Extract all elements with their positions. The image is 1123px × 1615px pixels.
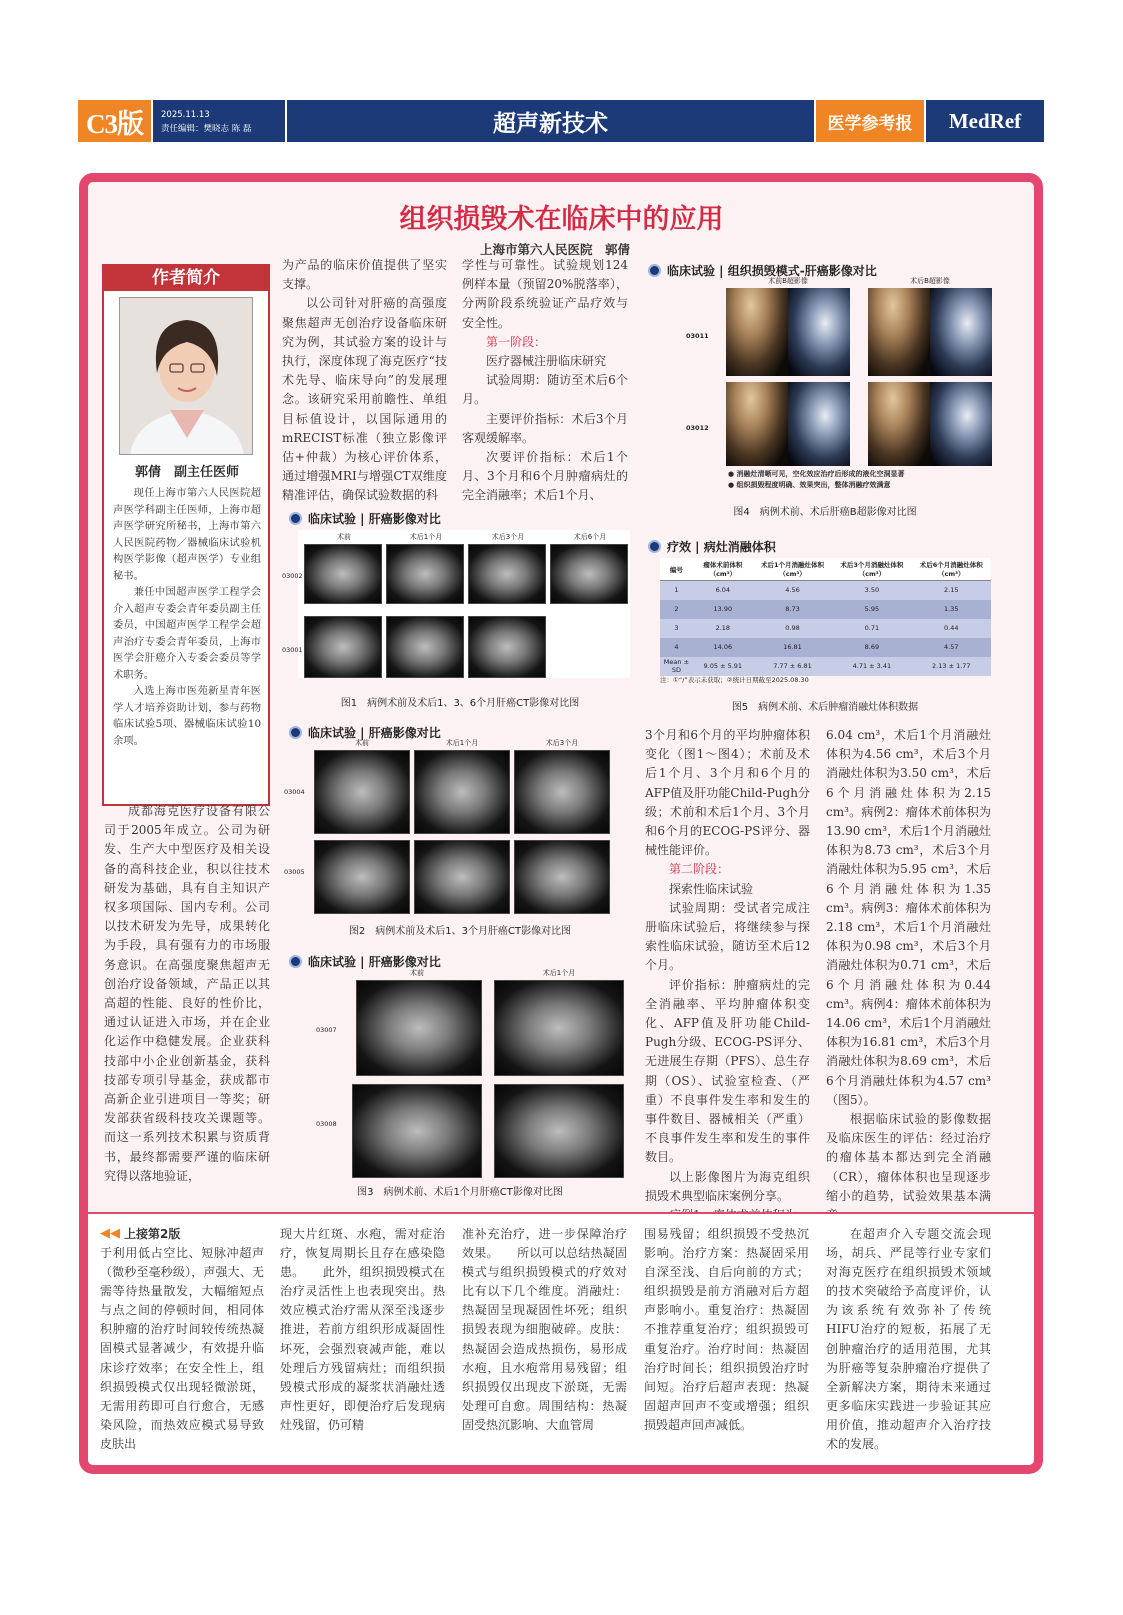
col3-intro: 学性与可靠性。试验规划124例样本量（预留20%脱落率），分两阶段系统验证产品疗效与安全性。 — [462, 258, 628, 330]
editor-line: 责任编辑：樊晓志 陈 磊 — [161, 124, 252, 134]
table-cell: 1.35 — [912, 600, 991, 619]
fig4-caption: 图4 病例术前、术后肝癌B超影像对比图 — [733, 507, 917, 518]
ct-scan-image — [314, 840, 410, 914]
fig2-caption: 图2 病例术前及术后1、3个月肝癌CT影像对比图 — [348, 926, 572, 937]
fig1-col-label: 术后1个月 — [409, 533, 443, 541]
col2-p1: 为产品的临床价值提供了坚实支撑。 — [282, 258, 447, 292]
continued-label — [100, 1225, 180, 1242]
bottom-col-5: 在超声介入专题交流会现场，胡兵、严昆等行业专家们对海克医疗在组织损毁术领域的技术突破给予高度评价，认为该系统有效弥补了传统HIFU治疗的短板，拓展了无创肿瘤治疗的适用范围，尤其为肝癌等复杂肿瘤治疗提供了全新解决方案，期待未来通过更多临床实践进一步验证其应用价值，推动超声介入治疗技术的发展。 — [826, 1227, 991, 1452]
fig1-heading-text: 临床试验 | 肝癌影像对比 — [308, 512, 441, 526]
fig4-image-grid — [686, 276, 992, 498]
bottom-col-3: 准补充治疗，进一步保障治疗效果。 所以可以总结热凝固模式与组织损毁模式的疗效对比有以下几个维度。消融灶：热凝固呈现凝固性坏死；组织损毁表现为细胞破碎。皮肤：热凝固会造成热损伤，易形成水疱，且水疱常用易残留；组织损毁仅出现皮下淤斑，无需处理可自愈。周围结构：热凝固受热沉影响、大血管周 — [462, 1227, 627, 1432]
table-cell: 1 — [660, 581, 693, 600]
table-cell: 13.90 — [693, 600, 753, 619]
company-intro: 成都海克医疗设备有限公司于2005年成立。公司为研发、生产大中型医疗及相关设备的高科技企业，积以往技术研发为基础，具有自主知识产权多项国际、国内专利。公司以技术研发为先导，成果转化为手段，具有强有力的市场服务意识。在高强度聚焦超声无创治疗设备领域，产品正以其高超的性能、良好的性价比，通过认证进入市场，并在企业化运作中稳健发展。企业获科技部中小企业创新基金，获科技部专项引导基金，获成都市高新企业引进项目一等奖；研发部获省级科技攻关课题等。而这一系列技术积累与资质背书，最终都需要严谨的临床研究得以落地验证， — [104, 804, 270, 1183]
stage2-period: 试验周期：受试者完成注册临床试验后，将继续参与探索性临床试验，随访至术后12个月。 — [645, 900, 810, 973]
brand-logo-en: MedRef — [924, 100, 1044, 142]
fig4-note: ● 组织损毁程度明确、效果突出，整体消融疗效满意 — [728, 481, 891, 489]
stage1-heading: 第一阶段： — [486, 334, 547, 349]
table-row — [660, 581, 991, 600]
fig2-col-label: 术后3个月 — [545, 739, 579, 747]
stage2-heading: 第二阶段： — [669, 862, 730, 877]
table-cell: 7.77 ± 6.81 — [753, 657, 832, 676]
stage2-eval: 评价指标：肿瘤病灶的完全消融率、平均肿瘤体积变化、AFP值及肝功能Child-Pugh分级、ECOG-PS评分、无进展生存期（PFS）、总生存期（OS）、试验室检查、（严重）不良事件发生率和发生的事件数目、器械相关（严重）不良事件发生率和发生的事件数目。 — [645, 977, 810, 1165]
ct-scan-image — [314, 750, 410, 834]
cases-intro: 以上影像图片为海克组织损毁术典型临床案例分享。 — [645, 1169, 810, 1203]
col5-text1: 6.04 cm³，术后1个月消融灶体积为4.56 cm³，术后3个月消融灶体积为3.50 cm³，术后6个月消融灶体积为2.15 cm³。病例2：瘤体术前体积为13.90 cm³，术后1个月消融灶体积为8.73 cm³，术后3个月消融灶体积为5.95 cm³，术后6个月消融灶体积为1.35 cm³。病例3：瘤体术前体积为2.18 cm³，术后1个月消融灶体积为0.98 cm³，术后3个月消融灶体积为0.71 cm³，术后6个月消融灶体积为0.44 cm³。病例4：瘤体术前体积为14.06 cm³，术后1个月消融灶体积为16.81 cm³，术后3个月消融灶体积为8.69 cm³，术后6个月消融灶体积为4.57 cm³（图5）。 — [826, 728, 991, 1107]
table-cell: 9.05 ± 5.91 — [693, 657, 753, 676]
masthead — [78, 100, 1044, 142]
issue-date: 2025.11.13 — [161, 110, 210, 120]
fig1-image-grid — [282, 530, 630, 678]
ct-scan-image — [494, 1084, 624, 1178]
table-cell: 4.57 — [912, 638, 991, 657]
table-cell: 16.81 — [753, 638, 832, 657]
table-cell: 3 — [660, 619, 693, 638]
bullet-icon — [648, 264, 661, 277]
table-cell: 4 — [660, 638, 693, 657]
ct-scan-image — [304, 544, 382, 604]
table-cell: 2 — [660, 600, 693, 619]
fig1-col-label: 术后3个月 — [491, 533, 525, 541]
bullet-icon — [289, 726, 302, 739]
table-cell: 0.71 — [832, 619, 911, 638]
fig3-heading-text: 临床试验 | 肝癌影像对比 — [308, 955, 441, 969]
ct-scan-image — [468, 544, 546, 604]
table-cell: 8.69 — [832, 638, 911, 657]
double-arrow-left-icon: ◀◀ — [100, 1226, 120, 1241]
table-row — [660, 638, 991, 657]
author-bio-p3: 入选上海市医苑新星青年医学人才培养资助计划，参与药物临床试验5项、器械临床试验10余项。 — [113, 685, 261, 747]
col4-text1: 3个月和6个月的平均肿瘤体积变化（图1～图4）；术前及术后1个月、3个月和6个月的AFP值及肝功能Child-Pugh分级；术前和术后1个月、3个月和6个月的ECOG-PS评分、器械性能评价。 — [645, 728, 810, 858]
author-box-header: 作者简介 — [104, 266, 268, 291]
fig1-heading — [289, 510, 441, 527]
fig2-col-label: 术后1个月 — [445, 739, 479, 747]
stage2-name: 探索性临床试验 — [669, 881, 754, 896]
fig3-row-label: 03007 — [316, 1026, 337, 1034]
ct-scan-image — [414, 750, 510, 834]
table-header-cell: 术后6个月消融灶体积（cm³） — [912, 558, 991, 581]
ct-scan-image — [494, 980, 624, 1076]
fig5-note: 注：①“/”表示未获取；②统计日期截至2025.08.30 — [660, 676, 809, 684]
author-bio-p2: 兼任中国超声医学工程学会介入超声专委会青年委员副主任委员，中国超声医学工程学会超声治疗专委会青年委员，上海市医学会肝癌介入专委会委员等学术职务。 — [113, 586, 261, 681]
table-cell: 2.13 ± 1.77 — [912, 657, 991, 676]
table-row — [660, 619, 991, 638]
fig3-row-label: 03008 — [316, 1120, 337, 1128]
ct-scan-image — [356, 980, 482, 1076]
table-header-cell: 编号 — [660, 558, 693, 581]
fig4-col-label: 术后B超影像 — [910, 277, 950, 285]
fig2-row-label: 03005 — [284, 868, 305, 876]
bottom-col-1: 于利用低占空比、短脉冲超声（微秒至毫秒级），声强大、无需等待热量散发，大幅缩短点与点之间的停顿时间，相同体积肿瘤的治疗时间较传统热凝固模式显著减少，有效提升临床诊疗效率；在安全性上，组织损毁模式仅出现轻微淤斑，无需用药即可自行愈合，无感染风险，而热效应模式易导致皮肤出 — [100, 1246, 264, 1451]
table-row — [660, 600, 991, 619]
column-5-text — [826, 726, 991, 1225]
fig1-row-label: 03001 — [282, 646, 303, 654]
ct-scan-image — [352, 1084, 482, 1178]
stage1-primary: 主要评价指标：术后3个月客观缓解率。 — [462, 411, 628, 445]
article-byline: 上海市第六人民医院 郭倩 — [480, 242, 631, 257]
ct-scan-image — [414, 840, 510, 914]
column-4-text — [645, 726, 810, 1225]
table-body — [660, 581, 991, 676]
bottom-col-4: 围易残留；组织损毁不受热沉影响。治疗方案：热凝固采用自深至浅、自后向前的方式；组织损毁是前方消融对后方超声影响小。重复治疗：热凝固不推荐重复治疗；组织损毁可重复治疗。治疗时间：热凝固治疗时间长；组织损毁治疗时间短。治疗后超声表现：热凝固超声回声不变或增强；组织损毁超声回声减低。 — [644, 1227, 809, 1432]
col2-p2: 以公司针对肝癌的高强度聚焦超声无创治疗设备临床研究为例，其试验方案的设计与执行，深度体现了海克医疗“技术先导、临床导向”的发展理念。该研究采用前瞻性、单组目标值设计，以国际通用的mRECIST标准（独立影像评估+仲裁）为核心评价体系，通过增强MRI与增强CT双维度精准评估，确保试验数据的科 — [282, 296, 447, 503]
ct-scan-image — [304, 616, 382, 678]
brand-logo: 医学参考报 — [816, 100, 924, 142]
fig1-caption: 图1 病例术前及术后1、3、6个月肝癌CT影像对比图 — [340, 698, 580, 709]
article-title: 组织损毁术在临床中的应用 — [399, 204, 724, 235]
ct-scan-image — [386, 544, 464, 604]
fig4-row-label: 03011 — [686, 332, 709, 340]
issue-meta — [151, 100, 285, 142]
ct-scan-image — [386, 616, 464, 678]
fig3-caption: 图3 病例术前、术后1个月肝癌CT影像对比图 — [357, 1187, 563, 1198]
ultrasound-image — [726, 288, 850, 376]
table-cell: 4.71 ± 3.41 — [832, 657, 911, 676]
stage1-period: 试验周期：随访至术后6个月。 — [462, 373, 628, 407]
fig5-heading-text: 疗效 | 病灶消融体积 — [667, 540, 776, 554]
fig2-col-label: 术前 — [355, 739, 369, 747]
author-photo — [119, 297, 253, 455]
author-name: 郭倩 副主任医师 — [134, 465, 239, 480]
fig4-row-label: 03012 — [686, 424, 709, 432]
section-title: 超声新技术 — [285, 100, 816, 142]
fig3-image-grid — [316, 968, 628, 1178]
table-header-cell: 术后3个月消融灶体积（cm³） — [832, 558, 911, 581]
fig4-col-label: 术前B超影像 — [768, 277, 808, 285]
fig3-col-label: 术后1个月 — [542, 969, 576, 977]
column-3-text — [462, 256, 628, 506]
ultrasound-image — [726, 382, 850, 466]
fig1-col-label: 术前 — [337, 533, 351, 541]
col5-text2: 根据临床试验的影像数据及临床医生的评估：经过治疗的瘤体基本都达到完全消融（CR），瘤体体积也呈现逐步缩小的趋势，试验效果基本满 — [826, 1112, 991, 1203]
fig5-caption: 图5 病例术前、术后肿瘤消融灶体积数据 — [731, 702, 919, 713]
table-header-row — [660, 558, 991, 581]
fig1-col-label: 术后6个月 — [573, 533, 607, 541]
ultrasound-image — [868, 288, 992, 376]
table-cell: 2.18 — [693, 619, 753, 638]
table-cell: 4.56 — [753, 581, 832, 600]
bullet-icon — [289, 512, 302, 525]
bullet-icon — [648, 540, 661, 553]
ct-scan-image — [514, 840, 610, 914]
table-cell: 0.44 — [912, 619, 991, 638]
bullet-icon — [289, 955, 302, 968]
continued-text: 上接第2版 — [124, 1227, 181, 1241]
stage1-name: 医疗器械注册临床研究 — [486, 354, 607, 369]
fig4-heading-text: 临床试验 | 组织损毁模式-肝癌影像对比 — [667, 264, 877, 278]
fig4-note: ● 消融灶清晰可见，空化效应治疗后形成的液化空洞显著 — [728, 470, 905, 478]
table-cell: 0.98 — [753, 619, 832, 638]
table-cell: 3.50 — [832, 581, 911, 600]
column-1-text — [104, 802, 270, 1186]
ct-scan-image — [550, 544, 628, 604]
table-cell: 14.06 — [693, 638, 753, 657]
author-bio — [113, 485, 261, 749]
stage1-secondary: 次要评价指标：术后1个月、3个月和6个月肿瘤病灶的完全消融率；术后1个月、 — [462, 450, 628, 503]
edition-badge: C3版 — [78, 100, 151, 142]
ct-scan-image — [514, 750, 610, 834]
table-cell: 6.04 — [693, 581, 753, 600]
fig4-notes — [728, 469, 905, 491]
fig3-col-label: 术前 — [410, 969, 424, 977]
table-cell: Mean ± SD — [660, 657, 693, 676]
author-bio-p1: 现任上海市第六人民医院超声医学科副主任医师，上海市超声医学研究所秘书，上海市第六人民医院药物／器械临床试验机构医学影像（超声医学）专业组秘书。 — [113, 487, 261, 582]
column-2-text — [282, 256, 447, 506]
ultrasound-image — [868, 382, 992, 466]
bottom-col-2: 现大片红斑、水疱，需对症治疗，恢复周期长且存在感染隐患。 此外，组织损毁模式在治疗灵活性上也表现突出。热效应模式治疗需从深至浅逐步推进，若前方组织形成凝固性坏死，会强烈衰减声能，难以处理后方残留病灶；而组织损毁模式形成的凝浆状消融灶透声性更好，即便治疗后发现病灶残留，仍可精 — [280, 1227, 445, 1432]
table-cell: 5.95 — [832, 600, 911, 619]
table-header-cell: 瘤体术前体积（cm³） — [693, 558, 753, 581]
author-portrait-icon — [120, 298, 253, 455]
divider — [79, 1212, 1043, 1214]
fig2-row-label: 03004 — [284, 788, 305, 796]
table-header-cell: 术后1个月消融灶体积（cm³） — [753, 558, 832, 581]
fig1-row-label: 03002 — [282, 572, 303, 580]
fig2-heading-text: 临床试验 | 肝癌影像对比 — [308, 726, 441, 740]
table-cell: 2.15 — [912, 581, 991, 600]
table-row — [660, 657, 991, 676]
fig5-heading — [648, 538, 776, 555]
fig2-image-grid — [284, 738, 610, 914]
table-cell: 8.73 — [753, 600, 832, 619]
ablation-volume-table — [660, 558, 991, 676]
ct-scan-image — [468, 616, 546, 678]
